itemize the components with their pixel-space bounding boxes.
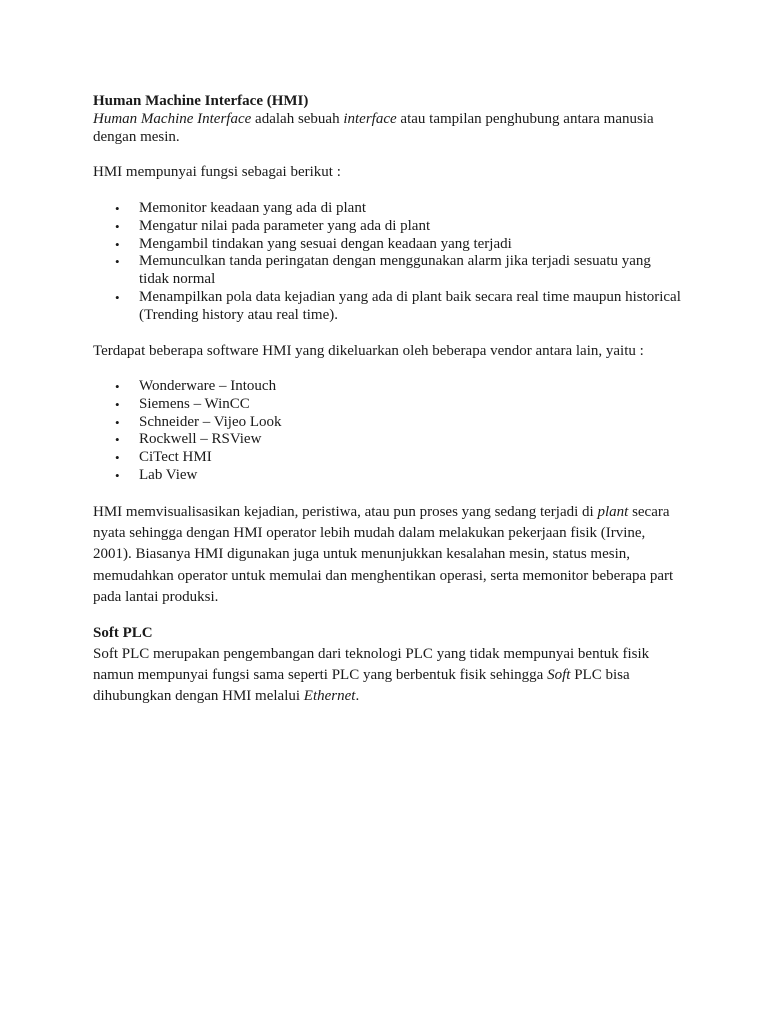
hmi-visualization-paragraph — [93, 502, 683, 608]
definition-term: Human Machine Interface — [93, 111, 252, 127]
software-list-item: • Rockwell – RSView — [93, 431, 683, 449]
visualization-italic-plant: plant — [597, 504, 629, 520]
definition-term-2: interface — [343, 111, 397, 127]
hmi-definition — [93, 111, 683, 147]
function-list-item: • Memonitor keadaan yang ada di plant — [93, 200, 683, 218]
software-list-item: • Schneider – Vijeo Look — [93, 414, 683, 432]
hmi-heading: Human Machine Interface (HMI) — [93, 93, 309, 109]
software-list-item: • Wonderware – Intouch — [93, 378, 683, 396]
function-list-item: • Mengambil tindakan yang sesuai dengan keadaan yang terjadi — [93, 236, 683, 254]
definition-text-1: adalah sebuah — [251, 111, 344, 127]
software-list-item: • Siemens – WinCC — [93, 396, 683, 414]
functions-list — [93, 200, 683, 325]
software-intro: Terdapat beberapa software HMI yang dikeluarkan oleh beberapa vendor antara lain, yaitu : — [93, 343, 644, 359]
functions-intro: HMI mempunyai fungsi sebagai berikut : — [93, 164, 341, 180]
definition-text-2: atau tampilan penghubung antara manusia dengan mesin. — [93, 111, 654, 145]
softplc-heading: Soft PLC — [93, 625, 153, 641]
software-list — [93, 378, 683, 485]
softplc-italic-ethernet: Ethernet — [303, 688, 356, 705]
visualization-text-2: secara nyata sehingga dengan HMI operator lebih mudah dalam melakukan pekerjaan fisik (Irvine, 2001). Biasanya HMI digunakan juga untuk menunjukkan kesalahan mesin, status mesin, memudahkan operator untuk memulai dan menghentikan operasi, serta memonitor beberapa part pada lantai produksi. — [93, 504, 674, 605]
function-list-item: • Menampilkan pola data kejadian yang ada di plant baik secara real time maupun historical (Trending history atau real time). — [93, 289, 683, 325]
softplc-text-1: Soft PLC merupakan pengembangan dari teknologi PLC yang tidak mempunyai bentuk fisik namun mempunyai fungsi sama seperti PLC yang berbentuk fisik sehingga — [93, 646, 650, 684]
software-list-item: • Lab View — [93, 467, 683, 485]
softplc-text-2: PLC bisa dihubungkan dengan HMI melalui — [93, 667, 630, 705]
softplc-paragraph — [93, 644, 683, 708]
software-list-item: • CiTect HMI — [93, 449, 683, 467]
softplc-italic-soft: Soft — [547, 667, 571, 684]
function-list-item: • Mengatur nilai pada parameter yang ada di plant — [93, 218, 683, 236]
visualization-text-1: HMI memvisualisasikan kejadian, peristiwa, atau pun proses yang sedang terjadi di — [93, 504, 598, 520]
function-list-item: • Memunculkan tanda peringatan dengan menggunakan alarm jika terjadi sesuatu yang tidak normal — [93, 253, 683, 289]
softplc-text-3: . — [355, 688, 360, 705]
